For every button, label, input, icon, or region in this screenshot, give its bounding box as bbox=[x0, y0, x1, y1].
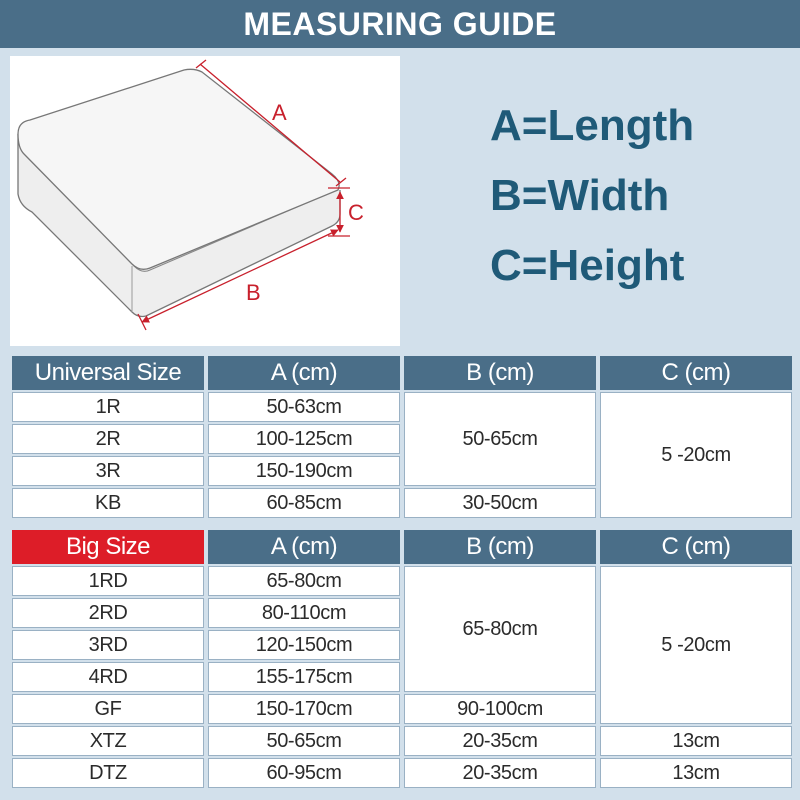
length-cell: 60-85cm bbox=[208, 488, 400, 518]
size-cell: XTZ bbox=[12, 726, 204, 756]
length-cell: 65-80cm bbox=[208, 566, 400, 596]
width-cell: 50-65cm bbox=[404, 392, 596, 486]
header-b: B (cm) bbox=[404, 356, 596, 390]
size-cell: 2R bbox=[12, 424, 204, 454]
size-cell: 3R bbox=[12, 456, 204, 486]
header-size: Universal Size bbox=[12, 356, 204, 390]
label-c: C bbox=[348, 200, 364, 225]
width-cell: 20-35cm bbox=[404, 758, 596, 788]
label-a: A bbox=[272, 100, 287, 125]
cushion-illustration bbox=[10, 56, 400, 346]
length-cell: 150-170cm bbox=[208, 694, 400, 724]
size-cell: 2RD bbox=[12, 598, 204, 628]
cushion-diagram bbox=[10, 56, 400, 346]
size-cell: KB bbox=[12, 488, 204, 518]
height-cell: 5 -20cm bbox=[600, 392, 792, 518]
header-a: A (cm) bbox=[208, 530, 400, 564]
table-row bbox=[12, 758, 792, 788]
length-cell: 50-65cm bbox=[208, 726, 400, 756]
dimension-legend bbox=[490, 95, 790, 305]
size-cell: 1RD bbox=[12, 566, 204, 596]
length-cell: 155-175cm bbox=[208, 662, 400, 692]
table-header-row bbox=[12, 356, 792, 390]
header-a: A (cm) bbox=[208, 356, 400, 390]
table-row bbox=[12, 566, 792, 596]
legend-width: B=Width bbox=[490, 171, 670, 220]
width-cell: 65-80cm bbox=[404, 566, 596, 692]
legend-height: C=Height bbox=[490, 241, 685, 290]
size-cell: 1R bbox=[12, 392, 204, 422]
table-row bbox=[12, 726, 792, 756]
size-cell: DTZ bbox=[12, 758, 204, 788]
width-cell: 90-100cm bbox=[404, 694, 596, 724]
table-row bbox=[12, 392, 792, 422]
title-banner bbox=[0, 0, 800, 48]
height-cell: 13cm bbox=[600, 726, 792, 756]
length-cell: 120-150cm bbox=[208, 630, 400, 660]
height-cell: 5 -20cm bbox=[600, 566, 792, 724]
big-size-table bbox=[8, 528, 796, 790]
width-cell: 30-50cm bbox=[404, 488, 596, 518]
height-cell: 13cm bbox=[600, 758, 792, 788]
length-cell: 80-110cm bbox=[208, 598, 400, 628]
length-cell: 100-125cm bbox=[208, 424, 400, 454]
length-cell: 50-63cm bbox=[208, 392, 400, 422]
size-cell: 3RD bbox=[12, 630, 204, 660]
size-cell: GF bbox=[12, 694, 204, 724]
size-cell: 4RD bbox=[12, 662, 204, 692]
width-cell: 20-35cm bbox=[404, 726, 596, 756]
length-cell: 150-190cm bbox=[208, 456, 400, 486]
legend-length: A=Length bbox=[490, 101, 695, 150]
header-c: C (cm) bbox=[600, 356, 792, 390]
length-cell: 60-95cm bbox=[208, 758, 400, 788]
header-c: C (cm) bbox=[600, 530, 792, 564]
table-header-row bbox=[12, 530, 792, 564]
header-b: B (cm) bbox=[404, 530, 596, 564]
universal-size-table bbox=[8, 354, 796, 520]
page-title: MEASURING GUIDE bbox=[243, 5, 557, 42]
header-big-size: Big Size bbox=[12, 530, 204, 564]
label-b: B bbox=[246, 280, 261, 305]
